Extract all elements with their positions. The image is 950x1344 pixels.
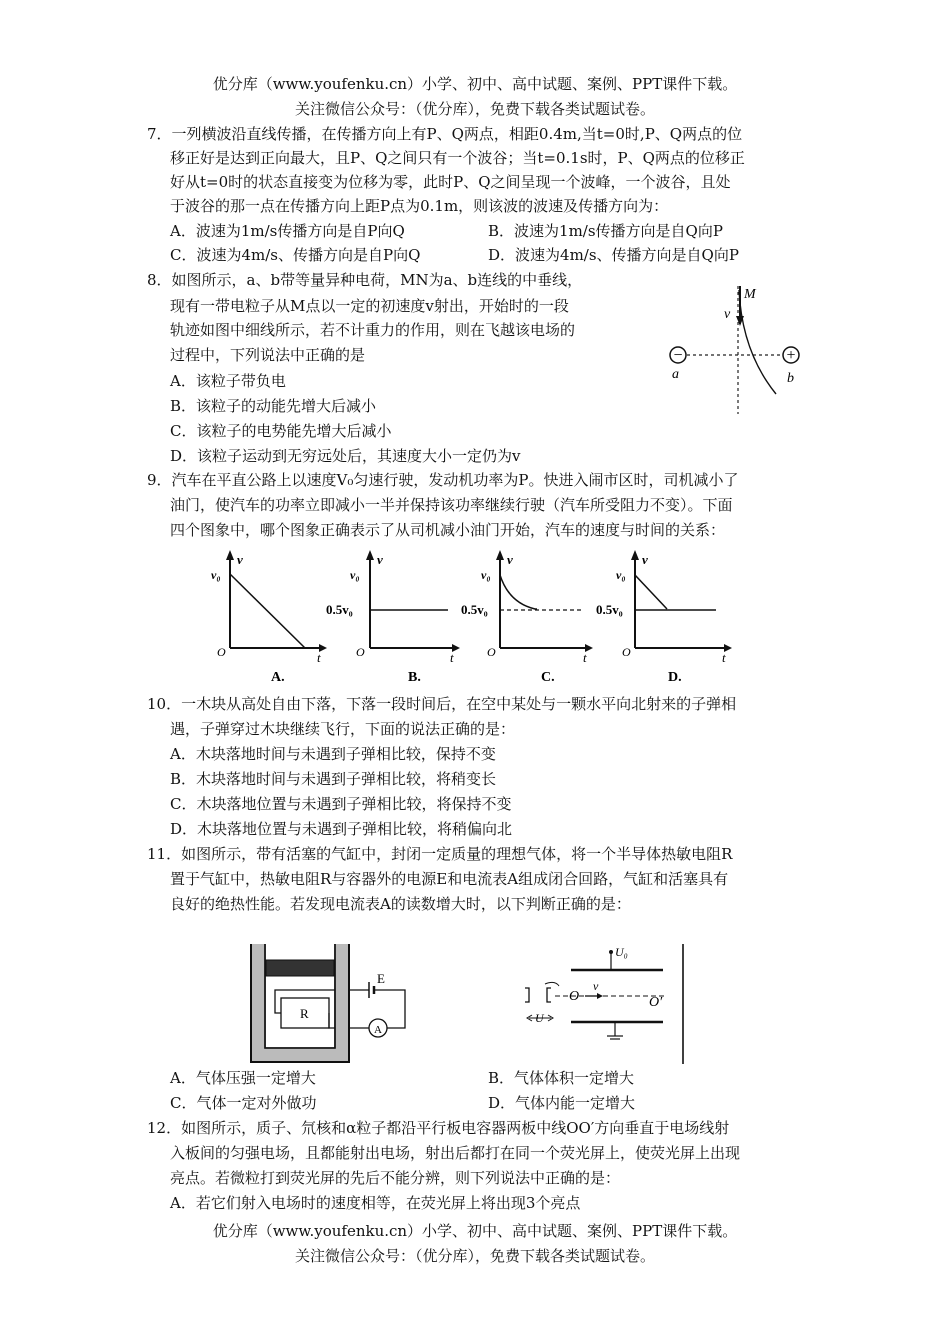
q7-line: 7．一列横波沿直线传播，在传播方向上有P、Q两点，相距0.4m,当t=0时,P、Q两点的位 [147,125,743,143]
q12-line: 亮点。若微粒打到荧光屏的先后不能分辨，则下列说法中正确的是： [170,1169,621,1187]
q9-graph-b [326,548,465,686]
velocity-drop-line [635,575,667,609]
footer-line-1: 优分库（www.youfenku.cn）小学、初中、高中试题、案例、PPT课件下载。 [212,1222,738,1240]
q9-graph-d [596,548,740,686]
svg-text:0.5v₀: 0.5v₀ [326,602,353,617]
label-r: R [300,1006,309,1021]
label-a: A [374,1024,382,1036]
accelerating-plates [525,988,551,1002]
q10-line: 10．一木块从高处自由下落，下落一段时间后，在空中某处与一颗水平向北射来的子弹相 [147,695,737,713]
svg-text:t: t [722,650,726,665]
q9-line: 四个图象中，哪个图象正确表示了从司机减小油门开始，汽车的速度与时间的关系： [170,521,726,539]
label-a: a [672,367,679,382]
q10-line: 遇，子弹穿过木块继续飞行，下面的说法正确的是： [170,720,516,738]
q11-option-c: C．气体一定对外做功 [170,1094,317,1112]
svg-text:v: v [237,552,243,567]
q11-line: 良好的绝热性能。若发现电流表A的读数增大时，以下判断正确的是： [170,895,631,913]
q9-line: 油门，使汽车的功率立即减小一半并保持该功率继续行驶（汽车所受阻力不变）。下面 [170,496,733,514]
q8-line: 轨迹如图中细线所示，若不计重力的作用，则在飞越该电场的 [170,321,576,339]
q7-line: 移正好是达到正向最大，且P、Q之间只有一个波谷；当t=0.1s时，P、Q两点的位移正 [170,149,745,167]
piston [266,960,334,976]
velocity-curve [500,575,537,609]
q11-cylinder-figure [245,938,415,1068]
svg-text:v₀: v₀ [616,568,626,582]
svg-text:O: O [217,645,226,659]
q8-line: 过程中，下列说法中正确的是 [170,346,366,364]
q11-line: 置于气缸中，热敏电阻R与容器外的电源E和电流表A组成闭合回路，气缸和活塞具有 [170,870,729,888]
q7-option-c: C．波速为4m/s、传播方向是自P向Q [170,246,421,264]
q7-option-a: A．波速为1m/s传播方向是自P向Q [170,222,405,240]
q10-option-c: C．木块落地位置与未遇到子弹相比较，将保持不变 [170,795,512,813]
q8-line: 8．如图所示，a、b带等量异种电荷，MN为a、b连线的中垂线， [147,271,583,289]
q11-option-b: B．气体体积一定增大 [488,1069,635,1087]
svg-text:t: t [583,650,587,665]
q8-option-a: A．该粒子带负电 [170,372,286,390]
q8-charge-figure [660,282,810,417]
velocity-line [230,574,305,648]
svg-text:v: v [642,552,648,567]
svg-text:O: O [356,645,365,659]
q12-capacitor-figure [515,940,695,1070]
svg-text:t: t [450,650,454,665]
svg-text:t: t [317,650,321,665]
q8-line: 现有一带电粒子从M点以一定的初速度v射出，开始时的一段 [170,297,569,315]
q11-option-a: A．气体压强一定增大 [170,1069,316,1087]
q8-option-b: B．该粒子的动能先增大后减小 [170,397,377,415]
svg-text:v: v [507,552,513,567]
svg-text:U: U [535,1011,544,1025]
minus-sign: − [673,347,683,364]
q7-option-d: D．波速为4m/s、传播方向是自Q向P [488,246,739,264]
plus-sign: + [786,347,796,364]
svg-text:v₀: v₀ [350,568,360,582]
svg-text:O: O [569,989,580,1004]
q9-graph-a [205,548,330,686]
header-line-1: 优分库（www.youfenku.cn）小学、初中、高中试题、案例、PPT课件下载。 [212,75,738,93]
graph-d-label: D. [668,670,682,685]
svg-text:O′: O′ [649,995,663,1010]
svg-text:U₀: U₀ [615,945,628,959]
svg-text:O: O [622,645,631,659]
q10-option-a: A．木块落地时间与未遇到子弹相比较，保持不变 [170,745,496,763]
label-b: b [787,371,794,386]
q7-line: 于波谷的那一点在传播方向上距P点为0.1m，则该波的波速及传播方向为： [170,197,669,215]
svg-text:v₀: v₀ [211,568,221,582]
label-e: E [377,971,385,986]
q9-line: 9．汽车在平直公路上以速度V₀匀速行驶，发动机功率为P。快进入闹市区时，司机减小了 [147,471,739,489]
q8-option-d: D．该粒子运动到无穷远处后，其速度大小一定仍为v [170,447,521,465]
q12-line: 12．如图所示，质子、氘核和α粒子都沿平行板电容器两板中线OO′方向垂直于电场线射 [147,1119,730,1137]
svg-text:0.5v₀: 0.5v₀ [596,602,623,617]
q10-option-d: D．木块落地位置与未遇到子弹相比较，将稍偏向北 [170,820,513,838]
svg-text:v₀: v₀ [481,568,491,582]
particle-trajectory [739,290,776,394]
q8-option-c: C．该粒子的电势能先增大后减小 [170,422,392,440]
footer-line-2: 关注微信公众号：（优分库），免费下载各类试题试卷。 [294,1247,655,1265]
graph-b-label: B. [408,670,421,685]
svg-text:v: v [593,979,599,993]
graph-c-label: C. [541,670,555,685]
q7-line: 好从t=0时的状态直接变为位移为零，此时P、Q之间呈现一个波峰，一个波谷，且处 [170,173,731,191]
header-line-2: 关注微信公众号：（优分库），免费下载各类试题试卷。 [294,100,655,118]
graph-a-label: A. [271,670,285,685]
q12-option-a: A．若它们射入电场时的速度相等，在荧光屏上将出现3个亮点 [170,1194,581,1212]
svg-text:O: O [487,645,496,659]
label-m: M [744,287,756,302]
q10-option-b: B．木块落地时间与未遇到子弹相比较，将稍变长 [170,770,497,788]
q11-line: 11．如图所示，带有活塞的气缸中，封闭一定质量的理想气体，将一个半导体热敏电阻R [147,845,733,863]
q12-line: 入板间的匀强电场，且都能射出电场，射出后都打在同一个荧光屏上，使荧光屏上出现 [170,1144,741,1162]
label-v: v [724,307,731,322]
svg-text:0.5v₀: 0.5v₀ [461,602,488,617]
svg-text:v: v [377,552,383,567]
q11-option-d: D．气体内能一定增大 [488,1094,636,1112]
q7-option-b: B．波速为1m/s传播方向是自Q向P [488,222,723,240]
q9-graph-c [461,548,600,686]
